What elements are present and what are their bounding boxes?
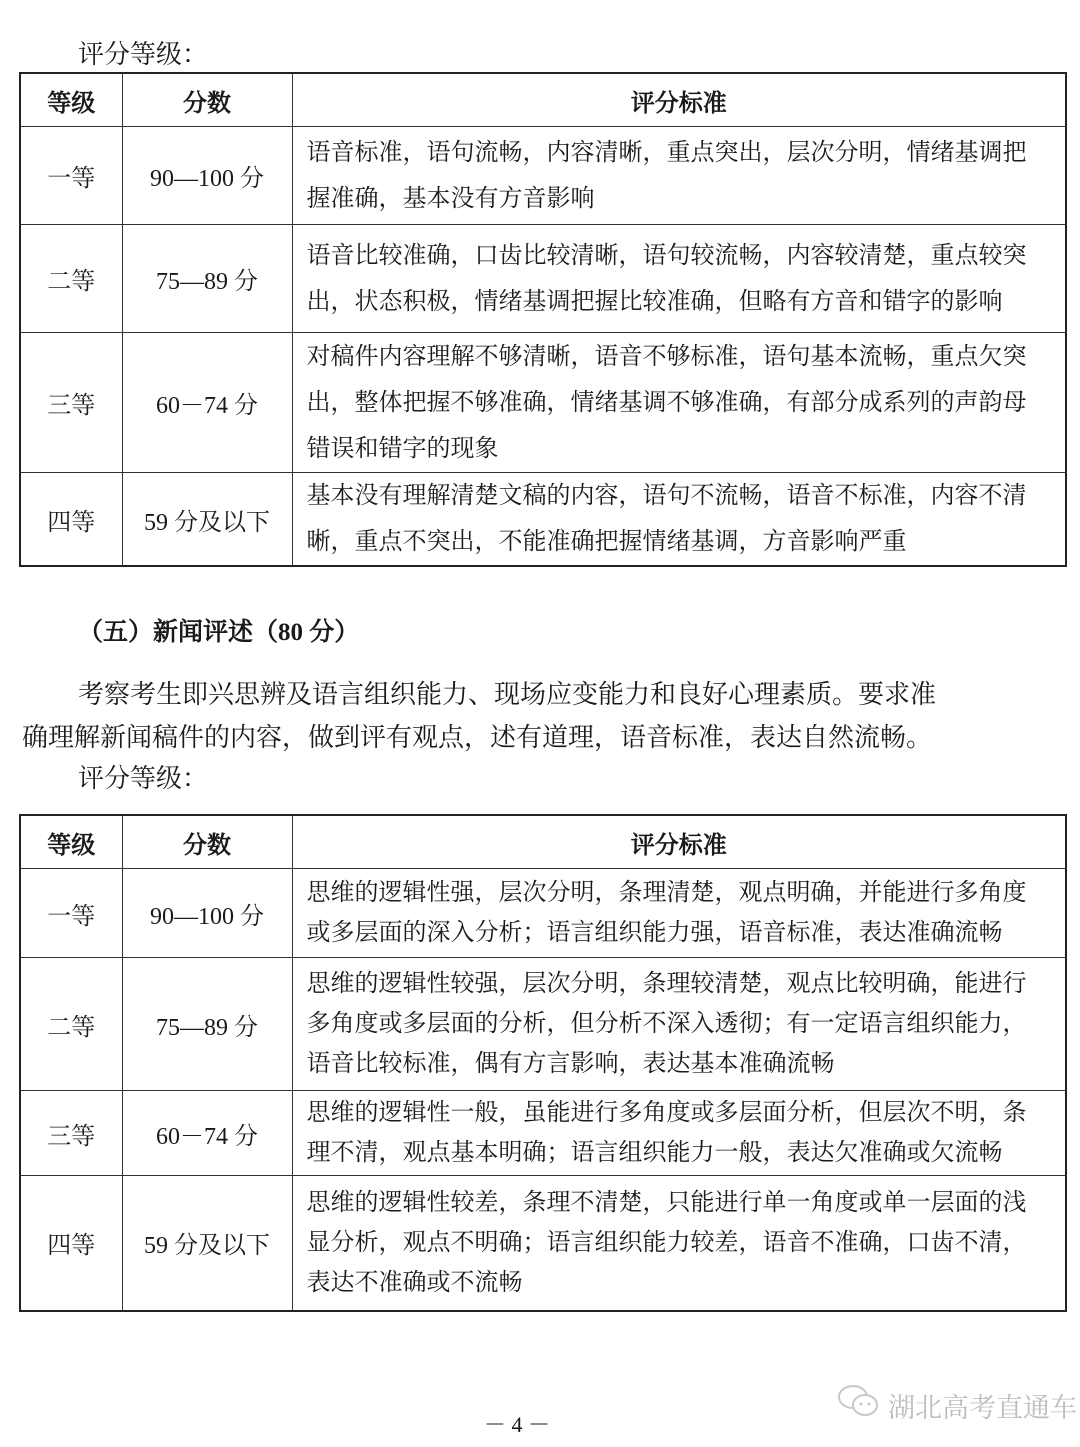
- table-row: [20, 225, 1066, 333]
- criteria-cell: [292, 1176, 1066, 1311]
- page-number: － 4 －: [484, 1412, 551, 1437]
- table-row: [20, 1176, 1066, 1311]
- wechat-icon: [836, 1382, 882, 1427]
- level-cell: 二等: [20, 958, 122, 1091]
- section-paragraph-line: 确理解新闻稿件的内容，做到评有观点，述有道理，语音标准，表达自然流畅。: [22, 723, 933, 752]
- criteria-line: 错误和错字的现象: [306, 435, 499, 462]
- level-cell: 四等: [20, 1176, 122, 1311]
- header-score: 分数: [122, 815, 292, 869]
- criteria-line: 思维的逻辑性强，层次分明，条理清楚，观点明确，并能进行多角度: [306, 880, 1027, 906]
- criteria-cell: [292, 127, 1066, 225]
- criteria-line: 语音标准，语句流畅，内容清晰，重点突出，层次分明，情绪基调把: [306, 139, 1027, 166]
- watermark-text: 湖北高考直通车: [888, 1393, 1077, 1424]
- criteria-line: 思维的逻辑性较强，层次分明，条理较清楚，观点比较明确，能进行: [306, 971, 1027, 997]
- score-cell: 59 分及以下: [122, 473, 292, 567]
- criteria-line: 语音比较准确，口齿比较清晰，语句较流畅，内容较清楚，重点较突: [306, 242, 1027, 269]
- header-level: 等级: [20, 73, 122, 127]
- grading-table-1: [19, 72, 1067, 567]
- criteria-line: 握准确，基本没有方音影响: [306, 185, 595, 212]
- criteria-line: 晰，重点不突出，不能准确把握情绪基调，方音影响严重: [306, 529, 907, 555]
- grading-table-2: [19, 814, 1067, 1312]
- section-paragraph-line: 考察考生即兴思辨及语言组织能力、现场应变能力和良好心理素质。要求准: [78, 680, 937, 709]
- header-level: 等级: [20, 815, 122, 869]
- level-cell: 一等: [20, 127, 122, 225]
- criteria-line: 多角度或多层面的分析，但分析不深入透彻；有一定语言组织能力，: [306, 1011, 1027, 1037]
- grading-label-2: 评分等级：: [78, 764, 209, 793]
- score-cell: 75—89 分: [122, 225, 292, 333]
- header-criteria: 评分标准: [292, 815, 1066, 869]
- criteria-line: 基本没有理解清楚文稿的内容，语句不流畅，语音不标准，内容不清: [306, 483, 1027, 509]
- header-score: 分数: [122, 73, 292, 127]
- criteria-line: 出，状态积极，情绪基调把握比较准确，但略有方音和错字的影响: [306, 288, 1003, 315]
- level-cell: 三等: [20, 333, 122, 473]
- score-cell: 90—100 分: [122, 869, 292, 958]
- criteria-cell: [292, 225, 1066, 333]
- criteria-line: 出，整体把握不够准确，情绪基调不够准确，有部分成系列的声韵母: [306, 389, 1027, 416]
- level-cell: 一等: [20, 869, 122, 958]
- criteria-line: 语音比较标准，偶有方言影响，表达基本准确流畅: [306, 1051, 835, 1077]
- criteria-cell: [292, 1091, 1066, 1176]
- table-row: [20, 958, 1066, 1091]
- criteria-cell: [292, 333, 1066, 473]
- score-cell: 75—89 分: [122, 958, 292, 1091]
- table-row: [20, 127, 1066, 225]
- score-cell: 60－74 分: [122, 1091, 292, 1176]
- criteria-line: 思维的逻辑性一般，虽能进行多角度或多层面分析，但层次不明，条: [306, 1100, 1027, 1126]
- table-row: [20, 1091, 1066, 1176]
- criteria-cell: [292, 958, 1066, 1091]
- criteria-cell: [292, 869, 1066, 958]
- table-row: [20, 333, 1066, 473]
- table-header-row: [20, 815, 1066, 869]
- criteria-line: 对稿件内容理解不够清晰，语音不够标准，语句基本流畅，重点欠突: [306, 343, 1027, 370]
- score-cell: 60－74 分: [122, 333, 292, 473]
- grading-label-1: 评分等级：: [78, 40, 209, 69]
- table-row: [20, 473, 1066, 567]
- criteria-line: 或多层面的深入分析；语言组织能力强，语音标准，表达准确流畅: [306, 920, 1003, 946]
- level-cell: 四等: [20, 473, 122, 567]
- score-cell: 59 分及以下: [122, 1176, 292, 1311]
- criteria-line: 表达不准确或不流畅: [306, 1269, 523, 1296]
- section-heading: （五）新闻评述（80 分）: [78, 619, 360, 646]
- header-criteria: 评分标准: [292, 73, 1066, 127]
- score-cell: 90—100 分: [122, 127, 292, 225]
- criteria-line: 显分析，观点不明确；语言组织能力较差，语音不准确，口齿不清，: [306, 1229, 1027, 1256]
- criteria-cell: [292, 473, 1066, 567]
- table-row: [20, 869, 1066, 958]
- criteria-line: 思维的逻辑性较差，条理不清楚，只能进行单一角度或单一层面的浅: [306, 1189, 1027, 1216]
- table-header-row: [20, 73, 1066, 127]
- level-cell: 二等: [20, 225, 122, 333]
- level-cell: 三等: [20, 1091, 122, 1176]
- criteria-line: 理不清，观点基本明确；语言组织能力一般，表达欠准确或欠流畅: [306, 1140, 1003, 1166]
